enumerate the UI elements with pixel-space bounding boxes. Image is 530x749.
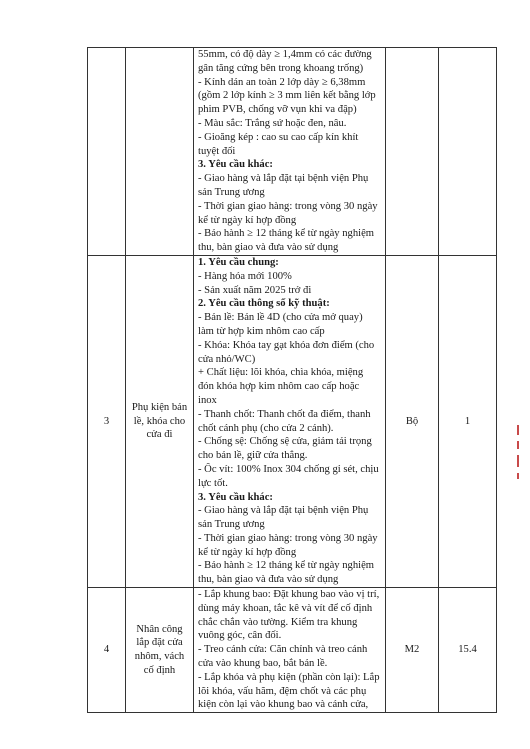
requirement-line: dùng máy khoan, tắc kê và vít để cố định xyxy=(198,602,373,614)
requirement-line: tuyệt đối xyxy=(198,145,236,157)
requirement-line: cửa vào khung bao, bắt bản lề. xyxy=(198,658,328,670)
requirement-line: sản Trung ương xyxy=(198,186,265,198)
requirement-line: 55mm, có độ dày ≥ 1,4mm có các đường xyxy=(198,49,372,60)
requirement-line: chắc chắn vào tường. Kiểm tra khung xyxy=(198,616,358,628)
requirement-line: - Sản xuất năm 2025 trở đi xyxy=(198,284,312,296)
requirement-line: - Lắp khóa và phụ kiện (phần còn lại): Lắp xyxy=(198,671,380,683)
requirement-line: - Lắp khung bao: Đặt khung bao vào vị trí, xyxy=(198,589,380,601)
requirement-line: - Thanh chốt: Thanh chốt đa điểm, thanh xyxy=(198,408,371,420)
quantity-cell: 1 xyxy=(439,255,497,587)
requirement-line: inox xyxy=(198,394,217,406)
requirements-cell xyxy=(194,48,386,256)
unit-cell: Bộ xyxy=(386,255,439,587)
requirement-line: lực tốt. xyxy=(198,477,228,489)
requirement-line: - Chống sệ: Chống sệ cửa, giảm tải trọng xyxy=(198,436,372,448)
requirement-line: - Bảo hành ≥ 12 tháng kể từ ngày nghiệm xyxy=(198,228,375,240)
row-number-cell xyxy=(88,48,126,256)
item-name-cell: Nhân công lắp đặt cửa nhôm, vách cố định xyxy=(126,588,194,713)
requirement-line: thu, bàn giao và đưa vào sử dụng xyxy=(198,574,339,586)
table-row xyxy=(88,588,497,713)
requirement-line: lõi khóa, vấu hãm, đệm chốt và các phụ xyxy=(198,685,367,697)
requirement-line: phim PVB, chống vỡ vụn khi va đập) xyxy=(198,104,357,116)
specification-table xyxy=(87,47,497,713)
requirement-line: - Ốc vít: 100% Inox 304 chống gỉ sét, chịu xyxy=(198,463,379,475)
requirement-line: - Khóa: Khóa tay gạt khóa đơn điểm (cho xyxy=(198,339,375,351)
requirement-line: + Chất liệu: lõi khóa, chìa khóa, miệng xyxy=(198,367,364,379)
requirement-line: - Giao hàng và lắp đặt tại bệnh viện Phụ xyxy=(198,173,369,185)
requirement-line: làm từ hợp kim nhôm cao cấp xyxy=(198,325,325,337)
requirement-line: kể từ ngày kí hợp đồng xyxy=(198,214,297,226)
requirement-line: - Màu sắc: Trắng sứ hoặc đen, nâu. xyxy=(198,117,347,129)
row-number-cell: 4 xyxy=(88,588,126,713)
requirement-line: - Bản lề: Bản lề 4D (cho cửa mở quay) xyxy=(198,312,363,324)
requirement-line: - Kính dán an toàn 2 lớp dày ≥ 6,38mm xyxy=(198,76,366,88)
section-heading: 2. Yêu cầu thông số kỹ thuật: xyxy=(198,298,330,310)
requirement-line: thu, bàn giao và đưa vào sử dụng xyxy=(198,242,339,254)
requirement-line: kiện còn lại vào khung bao và cánh cửa, xyxy=(198,699,369,711)
requirement-line: - Gioăng kép : cao su cao cấp kín khít xyxy=(198,131,359,143)
quantity-cell xyxy=(439,48,497,256)
requirement-line: chốt cánh phụ (cho cửa 2 cánh). xyxy=(198,422,334,434)
requirement-line: gân tăng cứng bên trong khoang trống) xyxy=(198,62,364,74)
table-body xyxy=(88,48,497,713)
requirements-cell xyxy=(194,255,386,587)
section-heading: 1. Yêu cầu chung: xyxy=(198,256,279,268)
requirement-line: cho bản lề, giữ cửa thẳng. xyxy=(198,450,308,462)
requirement-line: cửa nhỏ/WC) xyxy=(198,353,256,365)
requirement-line: (gồm 2 lớp kính ≥ 3 mm liên kết bằng lớp xyxy=(198,90,376,102)
quantity-cell: 15.4 xyxy=(439,588,497,713)
section-heading: 3. Yêu cầu khác: xyxy=(198,491,273,503)
margin-stamp-mark xyxy=(511,425,525,495)
table-row xyxy=(88,255,497,587)
requirement-line: sản Trung ương xyxy=(198,519,265,531)
item-name-cell: Phụ kiện bản lề, khóa cho cửa đi xyxy=(126,255,194,587)
requirement-line: - Giao hàng và lắp đặt tại bệnh viện Phụ xyxy=(198,505,369,517)
requirements-cell xyxy=(194,588,386,713)
item-name-cell xyxy=(126,48,194,256)
requirement-line: - Hàng hóa mới 100% xyxy=(198,270,292,282)
requirement-line: - Thời gian giao hàng: trong vòng 30 ngày xyxy=(198,200,378,212)
requirement-line: - Thời gian giao hàng: trong vòng 30 ngày xyxy=(198,532,378,544)
unit-cell xyxy=(386,48,439,256)
requirement-line: vuông góc, cân đối. xyxy=(198,630,282,642)
requirement-line: - Bảo hành ≥ 12 tháng kể từ ngày nghiệm xyxy=(198,560,375,572)
requirement-line: - Treo cánh cửa: Căn chỉnh và treo cánh xyxy=(198,644,368,656)
section-heading: 3. Yêu cầu khác: xyxy=(198,159,273,171)
requirement-line: kể từ ngày kí hợp đồng xyxy=(198,546,297,558)
unit-cell: M2 xyxy=(386,588,439,713)
row-number-cell: 3 xyxy=(88,255,126,587)
table-row xyxy=(88,48,497,256)
requirement-line: đón khóa hợp kim nhôm cao cấp hoặc xyxy=(198,381,360,393)
